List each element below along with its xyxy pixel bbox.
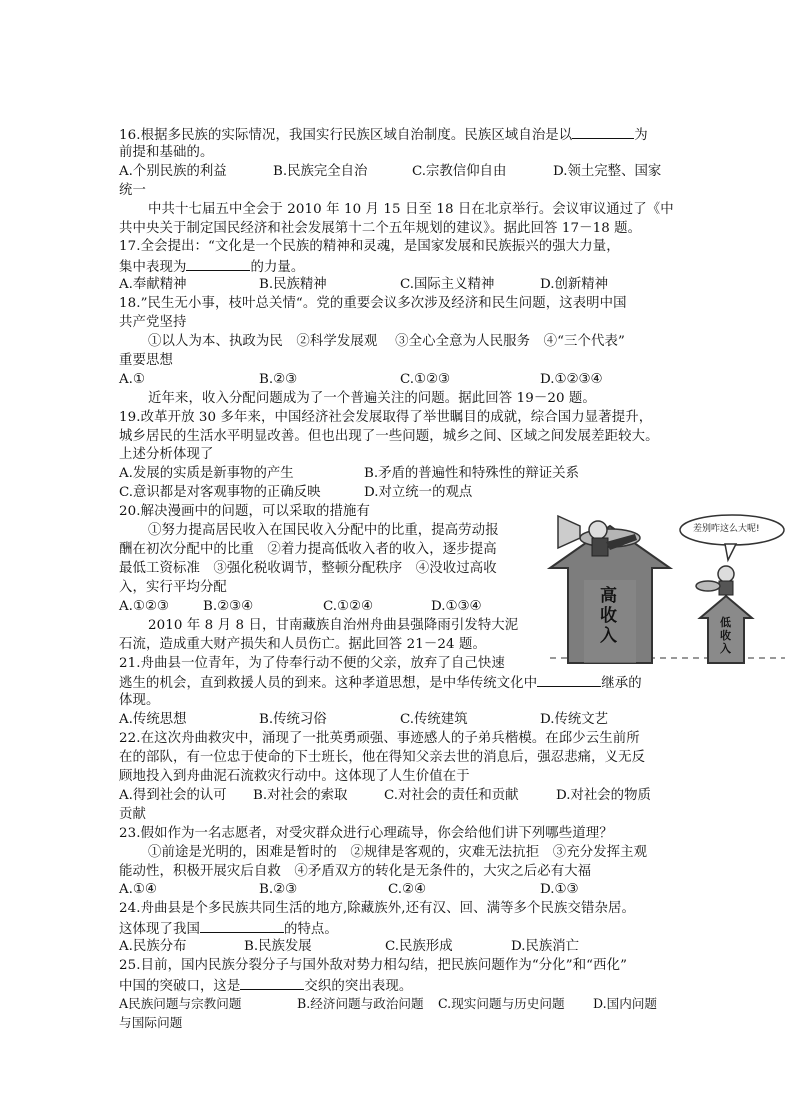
q20-choices-line3: 最低工资标准 ③强化税收调节，整顿分配秩序 ④没收过高收 [119,561,497,576]
q25-stem-line1: 25.目前，国内民族分裂分子与国外敌对势力相勾结，把民族问题作为“分化”和“西化” [119,958,628,973]
q17-option-b: B.民族精神 [259,277,327,292]
q17-stem-line2: 集中表现为 的力量。 [119,256,304,277]
q22-option-d-cont: 贡献 [119,807,146,822]
q21-stem-line3: 体现。 [119,693,160,708]
q24-stem-line2: 这体现了我国 的特点。 [119,918,338,939]
q21-stem-line1: 21.舟曲县一位青年，为了侍奉行动不便的父亲，放弃了自己快速 [119,656,505,671]
q19-option-b: B.矛盾的普遍性和特殊性的辩证关系 [364,466,579,481]
material-1-line2: 共中央关于制定国民经济和社会发展第十二个五年规划的建议》。据此回答 17－18 题。 [119,221,642,236]
q23-option-a: A.①④ [119,882,157,897]
q18-choices-line1: ①以人为本、执政为民 ②科学发展观 ③全心全意为人民服务 ④“三个代表” [148,334,625,349]
q25-option-d: D.国内问题 [593,996,658,1011]
q17-option-d: D.创新精神 [540,277,609,292]
q20-choices-line1: ①努力提高居民收入在国民收入分配中的比重，提高劳动报 [148,523,499,538]
q19-stem-line2: 城乡居民的生活水平明显改善。但也出现了一些问题，城乡之间、区域之间发展差距较大。 [119,429,659,444]
material-1-line1: 中共十七届五中全会于 2010 年 10 月 15 日至 18 日在北京举行。会议审议通过了《中 [148,202,674,217]
q16-option-a: A.个别民族的利益 [119,164,227,179]
q25-option-a: A民族问题与宗教问题 [119,996,242,1011]
q23-option-d: D.①③ [540,882,579,897]
q19-stem-line3: 上述分析体现了 [119,447,214,462]
q20-choices-line4: 入，实行平均分配 [119,580,227,595]
q18-option-a: A.① [119,372,145,387]
q16-option-d-cont: 统一 [119,183,146,198]
q19-option-c: C.意识都是对客观事物的正确反映 [119,485,321,500]
q21-option-d: D.传统文艺 [540,712,609,727]
material-3-line1: 2010 年 8 月 8 日，甘南藏族自治州舟曲县强降雨引发特大泥 [148,618,519,633]
q18-stem-line2: 共产党坚持 [119,315,187,330]
q16-stem-line1: 16.根据多民族的实际情况，我国实行民族区域自治制度。民族区域自治是以 为 [119,124,648,145]
q24-option-d: D.民族消亡 [511,939,580,954]
answer-blank [200,918,284,933]
q24-option-b: B.民族发展 [244,939,312,954]
q23-stem-line1: 23.假如作为一名志愿者，对受灾群众进行心理疏导，你会给他们讲下列哪些道理？ [119,826,613,841]
material-2-line1: 近年来，收入分配问题成为了一个普遍关注的问题。据此回答 19－20 题。 [148,391,596,406]
q19-option-d: D.对立统一的观点 [364,485,473,500]
answer-blank [537,672,601,687]
q20-stem-line1: 20.解决漫画中的问题，可以采取的措施有 [119,504,370,519]
q25-option-d-cont: 与国际问题 [119,1015,183,1030]
income-gap-cartoon [540,508,790,668]
q25-option-c: C.现实问题与历史问题 [438,996,565,1011]
high-income-label: 高收入 [600,586,617,646]
cartoon-speech: 差别咋这么大呢! [693,524,760,534]
q22-option-a: A.得到社会的认可 [119,788,227,803]
q16-option-d: D.领土完整、国家 [553,164,662,179]
q19-option-a: A.发展的实质是新事物的产生 [119,466,294,481]
q24-option-c: C.民族形成 [385,939,453,954]
q23-option-b: B.②③ [259,882,298,897]
q21-option-c: C.传统建筑 [400,712,468,727]
q16-option-c: C.宗教信仰自由 [412,164,507,179]
q25-stem-line2: 中国的突破口，这是 交织的突出表现。 [119,975,412,996]
q18-option-d: D.①②③④ [540,372,603,387]
q24-stem-line1: 24.舟曲县是个多民族共同生活的地方,除藏族外,还有汉、回、满等多个民族交错杂居。 [119,901,635,916]
q23-choices-line1: ①前途是光明的，困难是暂时的 ②规律是客观的，灾难无法抗拒 ③充分发挥主观 [148,845,648,860]
q23-choices-line2: 能动性，积极开展灾后自救 ④矛盾双方的转化是无条件的，大灾之后必有大福 [119,864,592,879]
q22-stem-line1: 22.在这次舟曲救灾中，涌现了一批英勇顽强、事迹感人的子弟兵楷模。在邱少云生前所 [119,731,640,746]
q21-stem-line2: 逃生的机会，直到救援人员的到来。这种孝道思想，是中华传统文化中 继承的 [119,672,642,693]
q21-option-b: B.传统习俗 [259,712,327,727]
q25-option-b: B.经济问题与政治问题 [297,996,424,1011]
q19-stem-line1: 19.改革开放 30 多年来，中国经济社会发展取得了举世瞩目的成就，综合国力显著提升， [119,410,653,425]
q18-option-c: C.①②③ [400,372,451,387]
q20-choices-line2: 酬在初次分配中的比重 ②着力提高低收入者的收入，逐步提高 [119,542,497,557]
q17-stem-line1: 17.全会提出：“文化是一个民族的精神和灵魂，是国家发展和民族振兴的强大力量， [119,239,620,254]
q18-option-b: B.②③ [259,372,298,387]
q17-option-a: A.奉献精神 [119,277,187,292]
q22-stem-line3: 顾地投入到舟曲泥石流救灾行动中。这体现了人生价值在于 [119,769,470,784]
q22-option-c: C.对社会的责任和贡献 [384,788,519,803]
q23-option-c: C.②④ [388,882,427,897]
q22-stem-line2: 在的部队，有一位忠于使命的下士班长，他在得知父亲去世的消息后，强忍悲痛，义无反 [119,750,646,765]
q22-option-b: B.对社会的索取 [253,788,348,803]
q21-option-a: A.传统思想 [119,712,187,727]
q18-choices-line2: 重要思想 [119,353,173,368]
q16-stem-line2: 前提和基础的。 [119,145,214,160]
material-3-line2: 石流，造成重大财产损失和人员伤亡。据此回答 21－24 题。 [119,637,486,652]
q20-option-a: A.①②③ [119,599,169,614]
answer-blank [572,124,634,139]
q20-option-d: D.①③④ [431,599,482,614]
answer-blank [186,256,250,271]
q24-option-a: A.民族分布 [119,939,187,954]
q18-stem-line1: 18.”民生无小事，枝叶总关情“。党的重要会议多次涉及经济和民生问题，这表明中国 [119,296,627,311]
q22-option-d: D.对社会的物质 [556,788,651,803]
low-income-label: 低收入 [720,616,731,655]
q16-option-b: B.民族完全自治 [273,164,368,179]
q17-option-c: C.国际主义精神 [400,277,495,292]
answer-blank [240,975,304,990]
q20-option-c: C.①②④ [323,599,374,614]
q20-option-b: B.②③④ [203,599,254,614]
